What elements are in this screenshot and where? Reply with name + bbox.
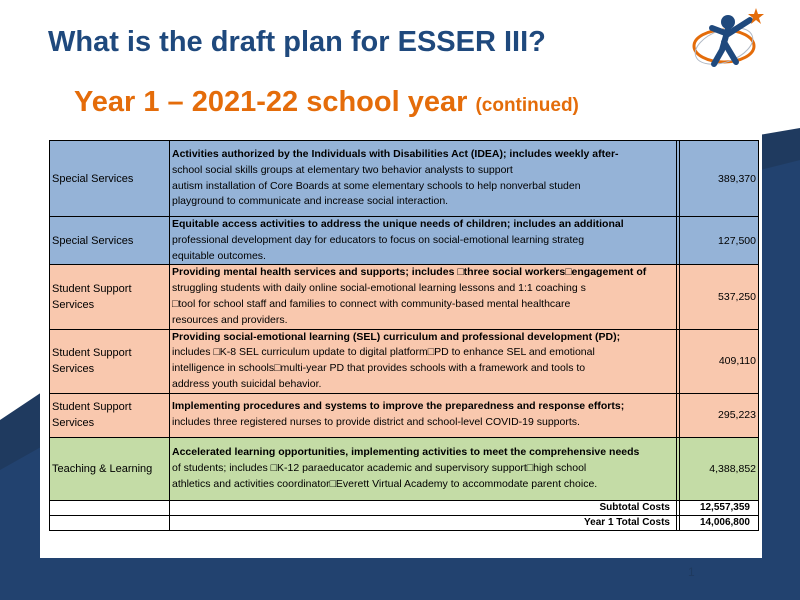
description-line: resources and providers. xyxy=(172,313,288,326)
page-number: 1 xyxy=(688,565,695,579)
description-line: □tool for school staff and families to connect with community-based mental healthcare xyxy=(172,297,571,310)
table-row xyxy=(50,141,759,217)
description-line: Equitable access activities to address the unique needs of children; includes an additional xyxy=(172,218,624,230)
subtitle-main: Year 1 – 2021-22 school year xyxy=(74,86,468,118)
table-row xyxy=(50,265,759,329)
table-row xyxy=(50,437,759,500)
table-row xyxy=(50,393,759,437)
amount-cell: 295,223 xyxy=(680,393,759,437)
slide-title: What is the draft plan for ESSER III? xyxy=(48,26,546,58)
esser-plan-table xyxy=(49,140,759,531)
category-cell: Teaching & Learning xyxy=(50,437,170,500)
category-cell: Special Services xyxy=(50,141,170,217)
description-line: includes three registered nurses to provide district and school-level COVID-19 supports. xyxy=(172,416,580,429)
empty-cell xyxy=(50,500,170,515)
description-cell xyxy=(170,217,677,265)
table-row xyxy=(50,217,759,265)
empty-cell xyxy=(50,515,170,530)
table-row xyxy=(50,329,759,393)
description-line: professional development day for educators to focus on social-emotional learning strateg xyxy=(172,233,585,246)
category-cell: Student Support Services xyxy=(50,329,170,393)
description-line: Providing mental health services and supports; includes □three social workers□engagement of xyxy=(172,266,647,279)
description-cell xyxy=(170,437,677,500)
slide-subtitle xyxy=(74,86,579,119)
category-cell: Student Support Services xyxy=(50,265,170,329)
description-cell xyxy=(170,393,677,437)
star-person-logo-icon xyxy=(684,6,766,70)
total-value: 14,006,800 xyxy=(680,515,759,530)
description-cell xyxy=(170,329,677,393)
description-line: playground to communicate and increase social interaction. xyxy=(172,195,449,208)
description-cell xyxy=(170,141,677,217)
subtotal-value: 12,557,359 xyxy=(680,500,759,515)
description-line: Implementing procedures and systems to improve the preparedness and response efforts; xyxy=(172,400,625,413)
description-line: Activities authorized by the Individuals with Disabilities Act (IDEA); includes weekly after- xyxy=(172,147,619,160)
subtotal-row xyxy=(50,500,759,515)
category-cell: Special Services xyxy=(50,217,170,265)
description-line: autism installation of Core Boards at some elementary schools to help nonverbal studen xyxy=(172,179,581,192)
total-row xyxy=(50,515,759,530)
description-cell xyxy=(170,265,677,329)
description-line: struggling students with daily online social-emotional learning lessons and 1:1 coaching s xyxy=(172,282,586,295)
description-line: Providing social-emotional learning (SEL) curriculum and professional development (PD); xyxy=(172,330,621,343)
description-line: school social skills groups at elementary two behavior analysts to support xyxy=(172,163,513,176)
description-line: includes □K-8 SEL curriculum update to digital platform□PD to enhance SEL and emotional xyxy=(172,346,595,359)
amount-cell: 4,388,852 xyxy=(680,437,759,500)
subtotal-label: Subtotal Costs xyxy=(170,500,677,515)
description-line: equitable outcomes. xyxy=(172,249,266,262)
description-line: intelligence in schools□multi-year PD that provides schools with a framework and tools to xyxy=(172,362,586,375)
description-line: Accelerated learning opportunities, implementing activities to meet the comprehensive needs xyxy=(172,446,640,459)
amount-cell: 537,250 xyxy=(680,265,759,329)
category-cell: Student Support Services xyxy=(50,393,170,437)
amount-cell: 127,500 xyxy=(680,217,759,265)
description-line: athletics and activities coordinator□Everett Virtual Academy to accommodate parent choice. xyxy=(172,477,598,490)
description-line: address youth suicidal behavior. xyxy=(172,377,322,390)
amount-cell: 389,370 xyxy=(680,141,759,217)
subtitle-continued: (continued) xyxy=(475,95,579,116)
total-label: Year 1 Total Costs xyxy=(170,515,677,530)
description-line: of students; includes □K-12 paraeducator academic and supervisory support□high school xyxy=(172,461,587,474)
amount-cell: 409,110 xyxy=(680,329,759,393)
